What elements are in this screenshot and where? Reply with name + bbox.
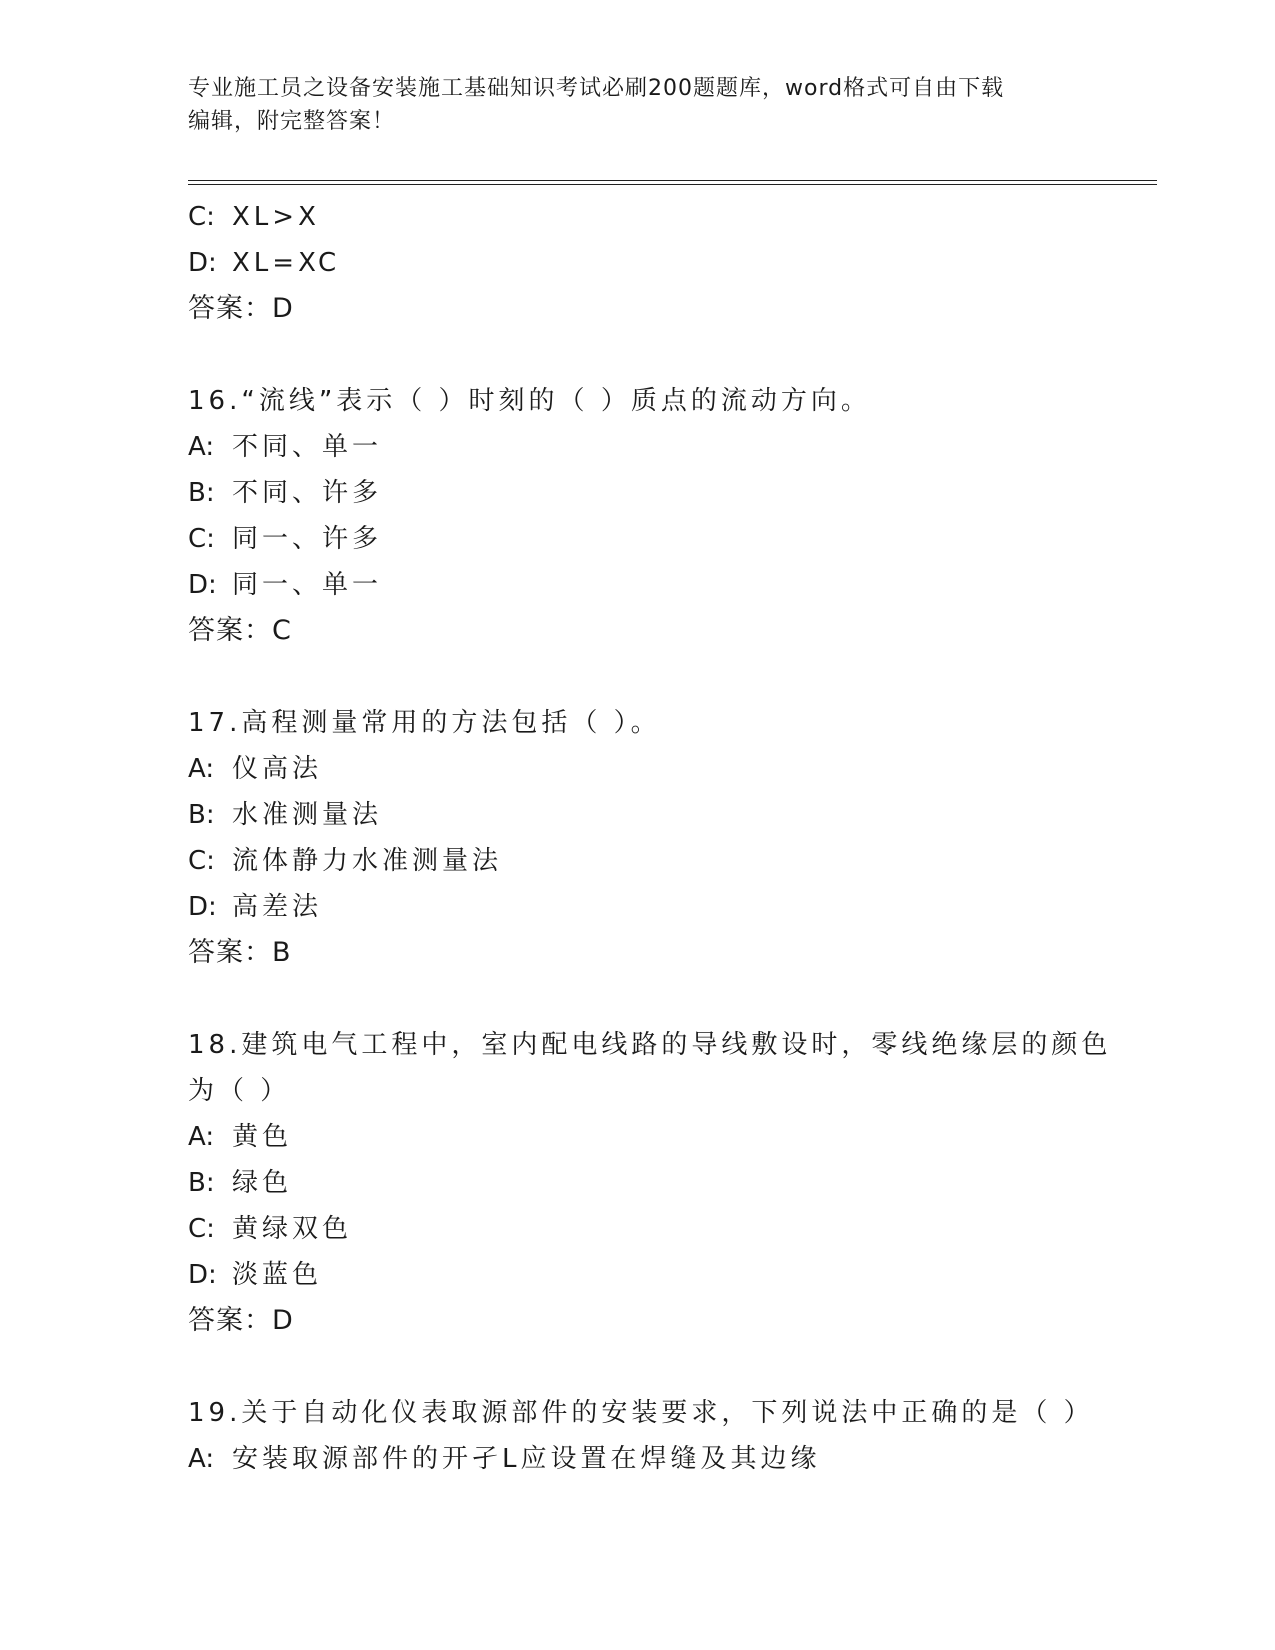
option-b: B: 水准测量法 — [188, 800, 383, 830]
answer: 答案：C — [188, 615, 292, 646]
question-19 — [188, 1390, 1094, 1482]
document-header — [188, 72, 1088, 138]
question-stem-line-2: 为（ ） — [188, 1076, 291, 1106]
option-c: C: XL>X — [188, 202, 320, 232]
option-d: D: 高差法 — [188, 892, 323, 922]
option-c: C: 同一、许多 — [188, 524, 383, 554]
option-d: D: XL=XC — [188, 248, 341, 278]
option-d: D: 同一、单一 — [188, 570, 383, 600]
answer: 答案：D — [188, 293, 294, 324]
header-rule-bottom — [188, 184, 1157, 185]
option-a: A: 仪高法 — [188, 754, 323, 784]
option-b: B: 不同、许多 — [188, 478, 383, 508]
question-list — [188, 194, 1112, 1482]
question-17 — [188, 700, 1088, 976]
option-a: A: 安装取源部件的开孑L应设置在焊缝及其边缘 — [188, 1444, 821, 1474]
option-a: A: 黄色 — [188, 1122, 293, 1152]
header-line-2: 编辑，附完整答案！ — [188, 109, 396, 134]
header-line-1: 专业施工员之设备安装施工基础知识考试必刷200题题库，word格式可自由下载 — [188, 76, 1005, 101]
question-16 — [188, 378, 1088, 654]
question-18 — [188, 1022, 1112, 1344]
answer: 答案：D — [188, 1305, 294, 1336]
option-c: C: 黄绿双色 — [188, 1214, 353, 1244]
question-stem: 17.高程测量常用的方法包括（ ）。 — [188, 708, 661, 738]
option-d: D: 淡蓝色 — [188, 1260, 323, 1290]
header-rule-top — [188, 180, 1157, 181]
option-b: B: 绿色 — [188, 1168, 293, 1198]
question-stem-line-1: 18.建筑电气工程中，室内配电线路的导线敷设时，零线绝缘层的颜色 — [188, 1030, 1112, 1060]
question-15 — [188, 194, 1088, 332]
question-stem: 16.“流线”表示（ ）时刻的（ ）质点的流动方向。 — [188, 386, 871, 416]
question-stem: 19.关于自动化仪表取源部件的安装要求，下列说法中正确的是（ ） — [188, 1398, 1094, 1428]
option-c: C: 流体静力水准测量法 — [188, 846, 503, 876]
answer: 答案：B — [188, 937, 292, 968]
option-a: A: 不同、单一 — [188, 432, 383, 462]
